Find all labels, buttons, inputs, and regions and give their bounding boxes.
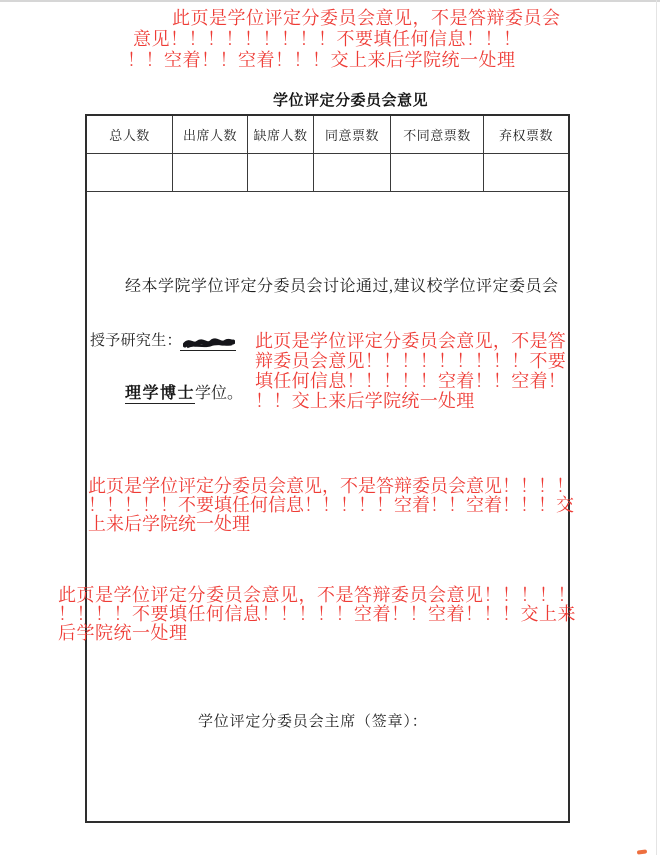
degree-suffix: 学位。 — [195, 385, 244, 402]
warning-annotation-lower-2 — [58, 586, 576, 643]
header-cell-disagree: 不同意票数 — [391, 116, 484, 153]
warning-line: ！！！！不要填任何信息！！！！！空着！！空着！！！交上来 — [58, 604, 576, 624]
warning-line: 此页是学位评定分委员会意见，不是答辩委员会意见！！！！ — [88, 476, 574, 496]
warning-line: 后学院统一处理 — [58, 623, 188, 643]
header-cell-abstain: 弃权票数 — [498, 128, 553, 143]
degree-name: 理学博士 — [125, 385, 196, 402]
warning-line: ！！交上来后学院统一处理 — [255, 391, 475, 411]
header-cell-absent: 缺席人数 — [248, 116, 314, 153]
empty-cell-disagree — [391, 154, 484, 191]
warning-line: 上来后学院统一处理 — [88, 514, 250, 534]
warning-annotation-top — [127, 8, 561, 71]
warning-line: 意见！！！！！！！！！不要填任何信息！！！ — [133, 29, 522, 49]
warning-annotation-lower-1 — [88, 477, 574, 534]
header-cell-agree: 同意票数 — [314, 116, 391, 153]
empty-cell-total — [87, 154, 173, 191]
vote-table-value-row — [87, 154, 568, 192]
warning-line: 此页是学位评定分委员会意见，不是答辩委员会意见！！！！！ — [58, 585, 576, 605]
warning-line: 填任何信息！！！！！空着！！空着！ — [255, 371, 567, 391]
grant-label: 授予研究生： — [90, 333, 182, 349]
scan-artifact-right-edge — [656, 0, 657, 855]
scan-artifact-top-edge — [0, 0, 660, 2]
warning-annotation-middle — [255, 331, 566, 411]
scan-artifact-red-fragment — [637, 849, 647, 854]
header-cell-present: 出席人数 — [173, 116, 248, 153]
vote-table-header-row — [87, 116, 568, 154]
warning-line: ！！！！！不要填任何信息！！！！！空着！！空着！！！交 — [88, 495, 574, 515]
chair-signature-label: 学位评定分委员会主席（签章）： — [198, 714, 428, 730]
degree-line — [125, 380, 243, 403]
empty-cell-present — [173, 154, 248, 191]
warning-line: 此页是学位评定分委员会意见，不是答辩委员会 — [172, 8, 561, 28]
empty-cell-abstain — [484, 154, 568, 191]
empty-cell-agree — [314, 154, 391, 191]
redacted-name-scribble — [183, 335, 235, 351]
empty-cell-absent — [248, 154, 314, 191]
header-cell-total: 总人数 — [87, 116, 173, 153]
intro-text: 经本学院学位评定分委员会讨论通过,建议校学位评定委员会 — [125, 278, 559, 295]
page-title: 学位评定分委员会意见 — [273, 92, 429, 109]
warning-line: 此页是学位评定分委员会意见，不是答 — [255, 331, 567, 351]
warning-line: ！！空着！！空着！！！交上来后学院统一处理 — [127, 50, 516, 70]
warning-line: 辩委员会意见！！！！！！！！！不要 — [255, 351, 567, 371]
